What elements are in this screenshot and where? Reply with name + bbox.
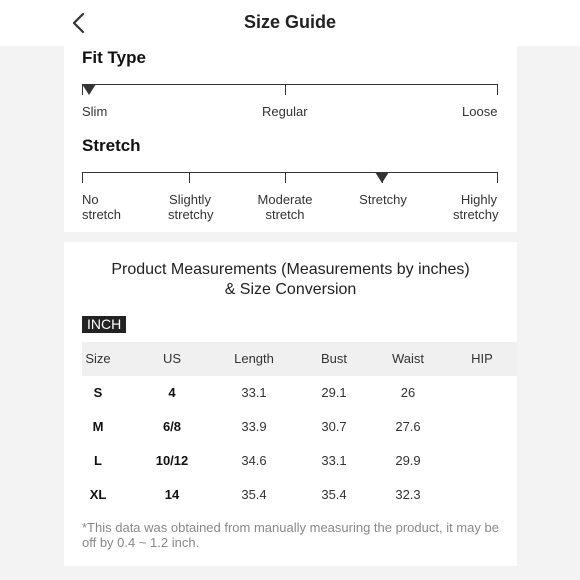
page-title: Size Guide [243,12,337,32]
stretch-option-slightly[interactable]: Slightly stretchy [168,192,214,222]
header-bar [0,0,580,46]
table-cell: 27.6 [395,419,421,434]
table-cell: 14 [164,487,180,502]
fit-option-loose[interactable]: Loose [462,104,498,119]
stretch-tick [497,172,498,183]
table-cell: XL [89,487,107,502]
table-row [82,444,517,478]
table-cell: 35.4 [321,487,347,502]
stretch-selected-marker [375,172,389,183]
column-header: Waist [391,351,425,366]
table-row [82,410,517,444]
table-cell: 34.6 [241,453,267,468]
table-cell: 33.1 [321,453,347,468]
table-cell: 6/8 [162,419,182,434]
stretch-scale-line [82,172,498,173]
fit-selected-marker [82,84,96,95]
table-cell: 33.9 [241,419,267,434]
table-cell: 4 [168,385,176,400]
table-row [82,376,517,410]
column-header: Size [85,351,111,366]
table-row [82,478,517,512]
fit-scale-line [82,84,498,85]
fit-option-regular[interactable]: Regular [262,104,308,119]
column-header: HIP [471,351,493,366]
table-cell: 35.4 [241,487,267,502]
fit-type-scale [82,84,498,96]
column-header: US [162,351,182,366]
column-header: Bust [320,351,347,366]
fit-option-slim[interactable]: Slim [82,104,108,119]
stretch-tick [82,172,83,183]
stretch-option-stretchy[interactable]: Stretchy [359,192,407,207]
table-cell: 33.1 [241,385,267,400]
table-cell: 10/12 [155,453,189,468]
fit-tick [285,84,286,95]
table-cell: 32.3 [395,487,421,502]
unit-badge[interactable]: INCH [82,316,126,333]
stretch-option-no-stretch[interactable]: No stretch [82,192,122,222]
stretch-tick [285,172,286,183]
stretch-option-moderate[interactable]: Moderate stretch [257,192,313,222]
table-cell: 30.7 [321,419,347,434]
stretch-option-highly[interactable]: Highly stretchy [453,192,499,222]
measurements-card [64,242,517,566]
table-cell: 26 [400,385,416,400]
table-cell: 29.1 [321,385,347,400]
fit-tick [497,84,498,95]
table-cell: 29.9 [395,453,421,468]
fit-type-title: Fit Type [82,48,146,67]
fit-stretch-card [64,46,517,232]
table-cell: M [92,419,104,434]
stretch-tick [189,172,190,183]
stretch-title: Stretch [82,136,141,155]
stretch-scale [82,172,498,184]
measurements-title: Product Measurements (Measurements by inches) & Size Conversion [111,261,470,298]
table-cell: S [93,385,103,400]
table-header [82,342,517,376]
measurement-note: *This data was obtained from manually measuring the product, it may be off by 0.4 ~ 1.2 inch. [82,520,499,550]
table-cell: L [94,453,102,468]
column-header: Length [234,351,274,366]
